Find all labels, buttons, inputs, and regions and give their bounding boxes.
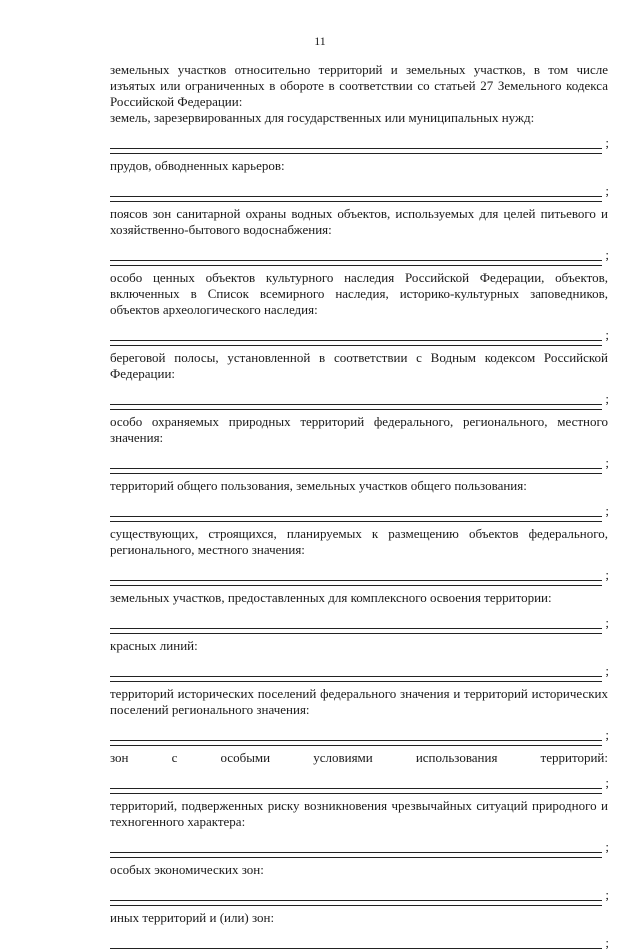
separator <box>110 681 602 682</box>
item-label: иных территорий и (или) зон: <box>110 910 275 925</box>
separator <box>110 345 602 346</box>
item-11 <box>110 750 608 789</box>
item-label: земельных участков, предоставленных для комплексного освоения территории: <box>110 590 552 605</box>
item-label: существующих, строящихся, планируемых к размещению объектов федерального, регионального, местного значения: <box>110 526 608 557</box>
separator <box>110 633 602 634</box>
item-3 <box>110 270 608 341</box>
item-label: особо ценных объектов культурного наследия Российской Федерации, объектов, включенных в Список всемирного наследия, историко-культурных заповедников, объектов археологического наследия: <box>110 270 608 317</box>
fill-line[interactable]: ; <box>110 494 602 517</box>
item-label: территорий, подверженных риску возникновения чрезвычайных ситуаций природного и техногенного характера: <box>110 798 608 829</box>
fill-line[interactable]: ; <box>110 126 602 149</box>
item-label: особых экономических зон: <box>110 862 264 877</box>
item-label: земель, зарезервированных для государственных или муниципальных нужд: <box>110 110 535 125</box>
separator <box>110 857 602 858</box>
fill-line[interactable]: ; <box>110 606 602 629</box>
fill-line[interactable]: ; <box>110 446 602 469</box>
fill-line[interactable]: ; <box>110 654 602 677</box>
item-1 <box>110 158 608 197</box>
item-label: зон с особыми условиями использования территорий: <box>110 750 608 765</box>
separator <box>110 409 602 410</box>
separator <box>110 153 602 154</box>
item-0 <box>110 110 608 149</box>
fill-line[interactable]: ; <box>110 830 602 853</box>
fill-line[interactable]: ; <box>110 878 602 901</box>
item-5 <box>110 414 608 469</box>
item-label: прудов, обводненных карьеров: <box>110 158 285 173</box>
page-number: 11 <box>314 34 326 48</box>
item-12 <box>110 798 608 853</box>
intro-paragraph: земельных участков относительно территорий и земельных участков, в том числе изъятых или ограниченных в обороте в соответствии со статьей 27 Земельного кодекса Российской Федерации: <box>110 62 608 109</box>
separator <box>110 521 602 522</box>
fill-line[interactable]: ; <box>110 718 602 741</box>
document-body <box>110 62 608 949</box>
fill-line[interactable]: ; <box>110 382 602 405</box>
separator <box>110 473 602 474</box>
fill-line[interactable]: ; <box>110 766 602 789</box>
item-4 <box>110 350 608 405</box>
item-8 <box>110 590 608 629</box>
item-14 <box>110 910 608 949</box>
item-label: территорий общего пользования, земельных участков общего пользования: <box>110 478 527 493</box>
fill-line[interactable]: ; <box>110 174 602 197</box>
separator <box>110 905 602 906</box>
fill-line[interactable]: ; <box>110 318 602 341</box>
item-label: береговой полосы, установленной в соответствии с Водным кодексом Российской Федерации: <box>110 350 608 381</box>
item-label: красных линий: <box>110 638 198 653</box>
item-9 <box>110 638 608 677</box>
item-label: особо охраняемых природных территорий федерального, регионального, местного значения: <box>110 414 608 445</box>
item-7 <box>110 526 608 581</box>
item-2 <box>110 206 608 261</box>
item-6 <box>110 478 608 517</box>
fill-line[interactable]: ; <box>110 238 602 261</box>
fill-line[interactable]: ; <box>110 926 602 949</box>
item-13 <box>110 862 608 901</box>
separator <box>110 201 602 202</box>
item-10 <box>110 686 608 741</box>
fill-line[interactable]: ; <box>110 558 602 581</box>
separator <box>110 745 602 746</box>
separator <box>110 585 602 586</box>
item-label: поясов зон санитарной охраны водных объектов, используемых для целей питьевого и хозяйственно-бытового водоснабжения: <box>110 206 608 237</box>
separator <box>110 265 602 266</box>
separator <box>110 793 602 794</box>
item-label: территорий исторических поселений федерального значения и территорий исторических поселений регионального значения: <box>110 686 608 717</box>
